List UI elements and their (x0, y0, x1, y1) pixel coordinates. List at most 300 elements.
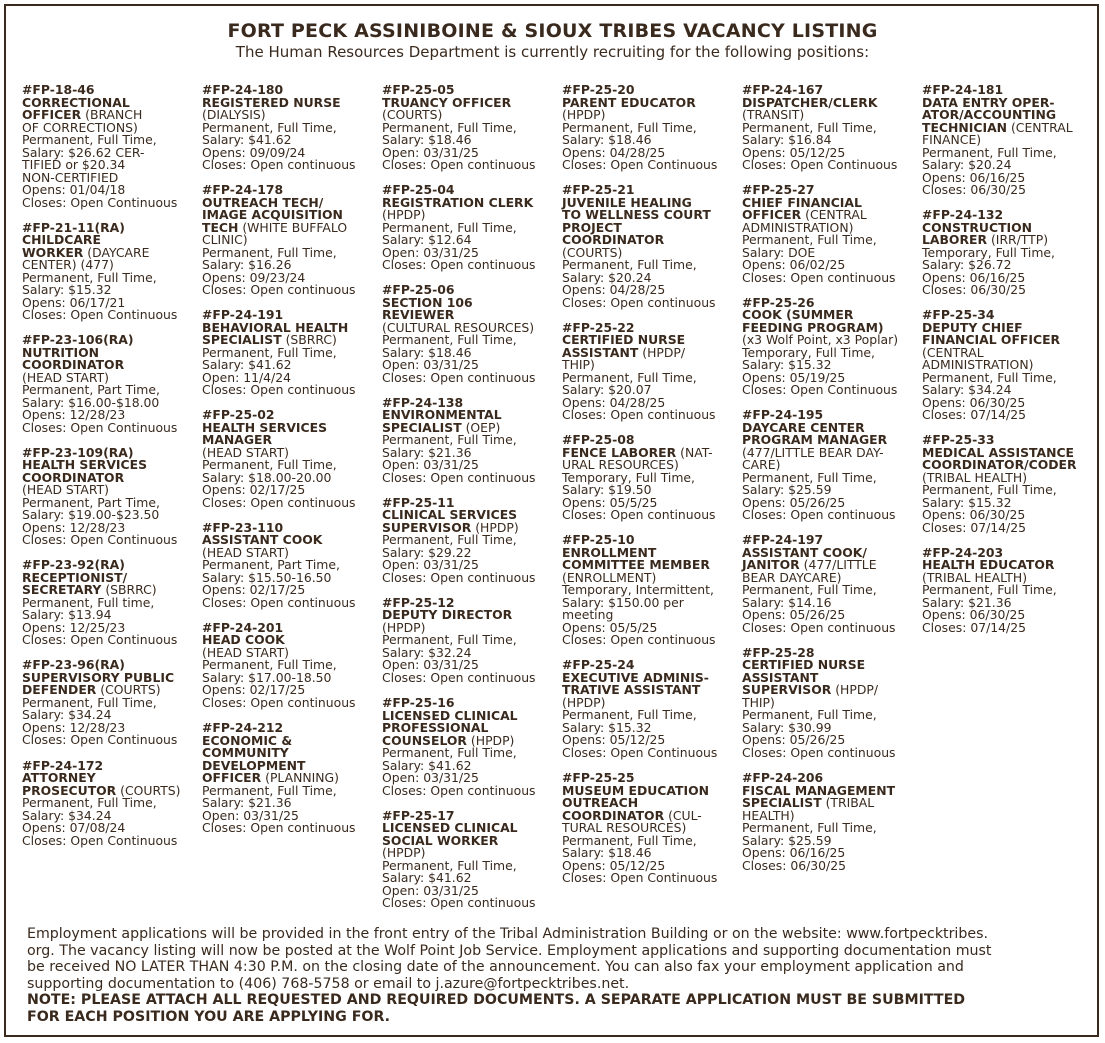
listing-line: #FP-25-04 (382, 182, 455, 198)
listing-line: Closes: Open Continuous (742, 157, 898, 172)
job-listing (922, 434, 1105, 534)
listing-line: Salary: $29.22 (382, 544, 472, 560)
listing-line: Permanent, Full Time, (22, 694, 157, 710)
listing-line: SUPERVISORY PUBLIC (22, 669, 175, 685)
listing-line: Closes: 07/14/25 (922, 519, 1026, 535)
listing-line: Permanent, Full Time, (562, 832, 697, 848)
job-listing (202, 519, 386, 610)
listing-line: #FP-24-195 (742, 407, 824, 423)
listing-line: Salary: $18.46 (562, 845, 652, 861)
position-title: LABORER (922, 232, 988, 248)
position-title: FENCE LABORER (562, 444, 677, 460)
listing-line: Permanent, Full Time, (742, 707, 877, 723)
department: (HPDP) (466, 732, 515, 748)
job-listing (382, 394, 566, 485)
listing-line: Closes: Open continuous (382, 895, 536, 911)
listing-line: BEHAVIORAL HEALTH (202, 319, 349, 335)
listing-line: Opens: 05/26/25 (742, 732, 846, 748)
listing-line: Opens: 05/12/25 (742, 144, 846, 160)
listing-line: REGISTRATION CLERK (382, 194, 534, 210)
listing-line: Opens: 12/28/23 (22, 407, 126, 423)
department: (COURTS) (96, 682, 161, 698)
listing-line: Temporary, Intermittent, (562, 582, 714, 598)
listing-line: ENVIRONMENTAL (382, 407, 502, 423)
job-listing (922, 309, 1105, 422)
listing-line: CARE) (742, 457, 781, 473)
listing-line: HEAD COOK (202, 632, 285, 648)
listing-line: #FP-23-109(RA) (22, 444, 134, 460)
department: (TRIBAL (821, 795, 875, 811)
job-listing (22, 757, 206, 848)
listing-line: Opens: 05/26/25 (742, 494, 846, 510)
listing-line: #FP-24-172 (22, 757, 104, 773)
listing-line: COORDINATOR/CODER (922, 457, 1077, 473)
listing-line: ATOR/ACCOUNTING (922, 107, 1057, 122)
listing-line: Opens: 06/16/25 (922, 169, 1026, 185)
listing-line: #FP-24-201 (202, 619, 284, 635)
department: (NAT- (676, 444, 713, 460)
listing-line: Opens: 05/5/25 (562, 494, 658, 510)
listing-line: MUSEUM EDUCATION (562, 782, 709, 798)
listing-line: Permanent, Full Time, (562, 369, 697, 385)
job-listing (562, 84, 746, 172)
listing-line: Permanent, Full Time, (202, 344, 337, 360)
job-listing (742, 294, 926, 398)
department: (CENTRAL (1007, 119, 1073, 135)
job-listing (922, 209, 1105, 297)
listing-line: Permanent, Full Time, (382, 119, 517, 135)
listing-line: Salary: $16.84 (742, 132, 832, 147)
listing-line: OUTREACH (562, 795, 639, 811)
column-2 (202, 84, 386, 847)
listing-line: TURAL RESOURCES) (562, 820, 687, 836)
listing-line: Permanent, Full Time, (382, 857, 517, 873)
listing-line: Opens: 06/16/25 (922, 269, 1026, 285)
job-listing (382, 284, 566, 384)
listing-line: Closes: Open Continuous (742, 382, 898, 398)
listing-line: #FP-24-132 (922, 207, 1004, 223)
listing-line: Salary: $41.62 (202, 132, 292, 147)
column-4 (562, 84, 746, 897)
listing-line: Opens: 06/02/25 (742, 257, 846, 273)
listing-line: Opens: 09/09/24 (202, 144, 306, 160)
listing-line: #FP-23-110 (202, 519, 284, 535)
listing-line: Open: 03/31/25 (382, 244, 479, 260)
job-listing (202, 184, 386, 297)
listing-line: Closes: Open continuous (382, 157, 536, 172)
department: (HPDP/ (831, 682, 879, 698)
listing-line: Salary: $17.00-18.50 (202, 669, 332, 685)
position-title: COORDINATOR (562, 807, 665, 823)
listing-line: #FP-25-05 (382, 82, 455, 97)
listing-line: Permanent, Full Time, (22, 795, 157, 811)
listing-line: Salary: $15.32 (562, 719, 652, 735)
listing-line: Closes: Open Continuous (22, 419, 178, 435)
listing-line: Permanent, Full Time, (382, 219, 517, 235)
position-title: TECH (202, 219, 239, 235)
listing-line: (DIALYSIS) (202, 107, 266, 122)
listing-line: Salary: $25.59 (742, 832, 832, 848)
listing-line: Opens: 02/17/25 (202, 682, 306, 698)
listing-line: Salary: $41.62 (202, 357, 292, 373)
listing-line: THIP) (742, 694, 775, 710)
listing-line: CONSTRUCTION (922, 219, 1033, 235)
listing-line: ATTORNEY (22, 770, 96, 786)
listing-line: Opens: 05/26/25 (742, 607, 846, 623)
job-listing (202, 309, 386, 397)
listing-line: COORDINATOR (562, 232, 665, 248)
instructions-line: Employment applications will be provided in the front entry of the Tribal Administration Building or on the website: www.fortpecktribes. (27, 926, 989, 942)
listing-line: Open: 11/4/24 (202, 369, 291, 385)
listing-line: #FP-25-20 (562, 82, 635, 97)
listing-line: MANAGER (202, 432, 273, 448)
department: (COURTS) (116, 782, 181, 798)
listing-line: URAL RESOURCES) (562, 457, 679, 473)
listing-line: #FP-25-17 (382, 807, 455, 823)
column-3 (382, 84, 566, 922)
listing-line: RECEPTIONIST/ (22, 569, 128, 585)
listing-line: Salary: $18.46 (382, 344, 472, 360)
listing-line: (x3 Wolf Point, x3 Poplar) (742, 332, 899, 348)
position-title: TECHNICIAN (922, 119, 1008, 135)
job-listing (922, 544, 1105, 635)
listing-line: FINANCIAL OFFICER (922, 332, 1061, 348)
listing-line: Closes: Open Continuous (562, 870, 718, 886)
job-listing (382, 697, 566, 797)
listing-line: Open: 03/31/25 (382, 882, 479, 898)
listing-line: DAYCARE CENTER (742, 419, 865, 435)
listing-line: (HPDP) (382, 845, 426, 861)
listing-line: Salary: $20.24 (922, 157, 1012, 172)
department: (CUL- (664, 807, 702, 823)
listing-line: Permanent, Full Time, (202, 457, 337, 473)
listing-line: Salary: $13.94 (22, 607, 112, 623)
listing-line: Open: 03/31/25 (382, 357, 479, 373)
listing-line: FISCAL MANAGEMENT (742, 782, 896, 798)
listing-line: FINANCE) (922, 132, 982, 147)
listing-line: SOCIAL WORKER (382, 832, 499, 848)
listing-line: Temporary, Full Time, (562, 469, 695, 485)
listing-line: Permanent, Full time, (22, 594, 155, 610)
listing-line: #FP-24-178 (202, 182, 284, 198)
listing-line: #FP-23-106(RA) (22, 332, 134, 348)
position-title: ASSISTANT (562, 344, 639, 360)
listing-line: Salary: $20.07 (562, 382, 652, 398)
job-listing (742, 644, 926, 760)
job-listing (922, 84, 1105, 197)
listing-line: (HEAD START) (202, 444, 289, 460)
listing-line: Opens: 07/08/24 (22, 820, 126, 836)
listing-line: (COURTS) (562, 244, 623, 260)
listing-line: Opens: 06/30/25 (922, 607, 1026, 623)
listing-line: Opens: 06/16/25 (742, 845, 846, 861)
listing-line: (HPDP) (562, 107, 606, 122)
listing-line: Permanent, Full Time, (562, 707, 697, 723)
job-listing (382, 494, 566, 585)
listing-line: Opens: 12/28/23 (22, 519, 126, 535)
listing-line: Closes: Open Continuous (562, 157, 718, 172)
listing-line: (ENROLLMENT) (562, 569, 657, 585)
listing-line: MEDICAL ASSISTANCE (922, 444, 1075, 460)
department: (IRR/TTP) (987, 232, 1049, 248)
instructions-line: be received NO LATER THAN 4:30 P.M. on the closing date of the announcement. You can also fax your employment application and (27, 959, 964, 976)
job-listing (382, 84, 566, 172)
listing-line: NON-CERTIFIED (22, 169, 119, 185)
listing-line: #FP-24-206 (742, 770, 824, 786)
listing-line: THIP) (562, 357, 595, 373)
position-title: WORKER (22, 244, 84, 260)
listing-line: ASSISTANT (742, 669, 819, 685)
listing-line: #FP-25-16 (382, 695, 455, 711)
job-listing (562, 319, 746, 423)
listing-line: JUVENILE HEALING (562, 194, 692, 210)
listing-line: #FP-25-25 (562, 770, 635, 786)
job-listing (742, 409, 926, 522)
listing-line: Opens: 12/28/23 (22, 719, 126, 735)
department: (PLANNING) (261, 770, 339, 786)
listing-line: Closes: Open continuous (742, 619, 896, 635)
listing-line: Permanent, Full Time, (922, 369, 1057, 385)
listing-line: HEALTH) (742, 807, 795, 823)
listing-line: Opens: 05/12/25 (562, 732, 666, 748)
department: (DAYCARE (83, 244, 150, 260)
job-listing (742, 184, 926, 284)
listing-line: #FP-25-24 (562, 657, 635, 673)
listing-line: Opens: 01/04/18 (22, 182, 126, 197)
position-title: SPECIALIST (742, 795, 822, 811)
listing-line: ADMINISTRATION) (742, 219, 854, 235)
listing-line: CERTIFIED NURSE (562, 332, 686, 348)
note-line: FOR EACH POSITION YOU ARE APPLYING FOR. (27, 1008, 391, 1025)
listing-line: #FP-24-191 (202, 307, 284, 323)
listing-line: Closes: 06/30/25 (922, 282, 1026, 298)
listing-line: Closes: Open continuous (742, 744, 896, 760)
listing-line: Closes: Open continuous (562, 407, 716, 423)
listing-line: Permanent, Full Time, (202, 244, 337, 260)
listing-line: PROFESSIONAL (382, 720, 489, 736)
listing-line: #FP-24-212 (202, 720, 284, 736)
position-title: SECRETARY (22, 582, 102, 598)
job-listing (202, 84, 386, 172)
listing-line: (HPDP) (562, 694, 606, 710)
listing-line: COORDINATOR (22, 469, 125, 485)
listing-line: CERTIFIED NURSE (742, 657, 866, 673)
listing-line: Permanent, Full Time, (562, 119, 697, 135)
listing-line: Closes: Open continuous (202, 282, 356, 298)
listing-line: Temporary, Full Time, (922, 244, 1055, 260)
listing-line: Closes: 07/14/25 (922, 407, 1026, 423)
column-6 (922, 84, 1105, 647)
listing-line: (HEAD START) (22, 482, 109, 498)
listing-line: Opens: 09/23/24 (202, 269, 306, 285)
position-title: SUPERVISOR (742, 682, 832, 698)
listing-line: Permanent, Full Time, (382, 432, 517, 448)
listing-line: Salary: $16.26 (202, 257, 292, 273)
job-listing (202, 722, 386, 835)
listing-line: Permanent, Full Time, (742, 469, 877, 485)
listing-line: Salary: $19.00-$23.50 (22, 507, 160, 523)
listing-line: Salary: $12.64 (382, 232, 472, 248)
listing-line: Salary: $20.24 (562, 269, 652, 285)
listing-line: COORDINATOR (22, 357, 125, 373)
listing-line: Opens: 02/17/25 (202, 582, 306, 598)
listing-line: #FP-23-96(RA) (22, 657, 125, 673)
listing-line: Salary: $32.24 (382, 644, 472, 660)
listing-line: (HEAD START) (202, 644, 289, 660)
department: (WHITE BUFFALO (238, 219, 348, 235)
department: (SBRRC) (101, 582, 157, 598)
listing-line: SECTION 106 (382, 294, 473, 310)
listing-line: (CENTRAL (922, 344, 984, 360)
listing-line: Closes: Open Continuous (22, 194, 178, 210)
listing-line: COMMUNITY (202, 745, 289, 761)
listing-line: Permanent, Part Time, (202, 557, 340, 573)
listing-line: Salary: $21.36 (922, 594, 1012, 610)
listing-line: Salary: $15.32 (742, 357, 832, 373)
listing-line: IMAGE ACQUISITION (202, 207, 343, 223)
listing-line: #FP-25-33 (922, 432, 995, 448)
listing-line: Closes: Open continuous (202, 820, 356, 836)
listing-line: Salary: $34.24 (22, 707, 112, 723)
listing-line: Opens: 04/28/25 (562, 144, 666, 160)
job-listing (742, 84, 926, 172)
listing-line: Closes: Open continuous (562, 507, 716, 523)
listing-line: Closes: Open Continuous (22, 832, 178, 848)
instructions-line: supporting documentation to (406) 768-5758 or email to j.azure@fortpecktribes.net. (27, 975, 630, 992)
listing-line: Salary: $41.62 (382, 870, 472, 886)
job-listing (382, 807, 566, 911)
position-title: SPECIALIST (382, 419, 462, 435)
listing-line: Salary: $150.00 per (562, 594, 684, 610)
listing-line: ASSISTANT COOK/ (742, 544, 867, 560)
job-listing (382, 594, 566, 685)
listing-line: (477/LITTLE BEAR DAY- (742, 444, 884, 460)
job-listing (22, 334, 206, 434)
listing-line: TIFIED or $20.34 (22, 157, 126, 172)
position-title: SPECIALIST (202, 332, 282, 348)
listing-line: FEEDING PROGRAM) (742, 319, 884, 335)
listing-line: Closes: Open continuous (382, 257, 536, 273)
listing-line: Closes: Open Continuous (22, 307, 178, 323)
position-title: COUNSELOR (382, 732, 467, 748)
job-listing (22, 84, 206, 209)
listing-line: #FP-25-26 (742, 294, 815, 310)
listing-line: #FP-25-11 (382, 494, 455, 510)
listing-line: Permanent, Full Time, (922, 482, 1057, 498)
listing-line: CLINICAL SERVICES (382, 507, 518, 523)
listing-line: (COURTS) (382, 107, 443, 122)
listing-line: Permanent, Full Time, (742, 820, 877, 836)
listing-line: Closes: Open continuous (382, 782, 536, 798)
listing-line: CHIEF FINANCIAL (742, 194, 862, 210)
listing-line: PROGRAM MANAGER (742, 432, 888, 448)
job-listing (22, 219, 206, 323)
listing-line: Opens: 06/30/25 (922, 507, 1026, 523)
listing-line: TRUANCY OFFICER (382, 94, 512, 110)
listing-line: Permanent, Full Time, (382, 745, 517, 761)
listing-line: DEPUTY DIRECTOR (382, 607, 513, 623)
listing-line: HEALTH EDUCATOR (922, 557, 1055, 573)
listing-line: Permanent, Full Time, (202, 119, 337, 135)
listing-line: Permanent, Part Time, (22, 382, 160, 398)
listing-line: Permanent, Full Time, (202, 657, 337, 673)
job-listing (22, 444, 206, 548)
listing-line: #FP-23-92(RA) (22, 557, 125, 573)
listing-line: (HEAD START) (22, 369, 109, 385)
department: (HPDP/ (638, 344, 686, 360)
listing-line: #FP-18-46 (22, 82, 95, 97)
listing-line: Salary: $26.72 (922, 257, 1012, 273)
listing-line: Permanent, Full Time, (742, 582, 877, 598)
instructions-line: org. The vacancy listing will now be posted at the Wolf Point Job Service. Employment applications and supporting documentation must (27, 942, 992, 959)
listing-line: Permanent, Full Time, (382, 332, 517, 348)
job-listing (562, 434, 746, 522)
listing-line: Permanent, Full Time, (742, 119, 877, 135)
listing-line: Open: 03/31/25 (382, 457, 479, 473)
listing-line: Salary: $30.99 (742, 719, 832, 735)
job-listing (562, 772, 746, 885)
listing-line: Open: 03/31/25 (202, 807, 299, 823)
listing-line: #FP-25-22 (562, 319, 635, 335)
listing-line: Closes: Open continuous (202, 594, 356, 610)
listing-line: Permanent, Full Time, (922, 582, 1057, 598)
listing-line: Temporary, Full Time, (742, 344, 875, 360)
job-listing (742, 534, 926, 634)
listing-line: #FP-25-10 (562, 532, 635, 548)
position-title: OFFICER (202, 770, 262, 786)
department: (BRANCH (81, 107, 143, 122)
listing-line: Salary: $15.50-16.50 (202, 569, 332, 585)
listing-line: #FP-25-06 (382, 282, 455, 298)
job-listing (562, 659, 746, 759)
listing-line: (TRANSIT) (742, 107, 805, 122)
listing-line: Salary: $19.50 (562, 482, 652, 498)
listing-line: Open: 03/31/25 (382, 557, 479, 573)
listing-line: Open: 03/31/25 (382, 770, 479, 786)
job-listing (562, 184, 746, 309)
department: (CENTRAL (801, 207, 867, 223)
listing-line: Salary: $34.24 (22, 807, 112, 823)
job-listing (202, 409, 386, 509)
listing-line: DEPUTY CHIEF (922, 319, 1023, 335)
listing-line: Salary: DOE (742, 244, 816, 260)
listing-line: (HEAD START) (202, 544, 289, 560)
listing-line: Permanent, Full Time, (22, 269, 157, 285)
listing-line: Opens: 12/25/23 (22, 619, 126, 635)
listing-line: Closes: 06/30/25 (922, 182, 1026, 197)
listing-line: Salary: $18.46 (382, 132, 472, 147)
department: (OEP) (461, 419, 501, 435)
listing-line: PARENT EDUCATOR (562, 94, 696, 110)
listing-line: REVIEWER (382, 307, 455, 323)
listing-line: ECONOMIC & (202, 732, 293, 748)
listing-line: #FP-21-11(RA) (22, 219, 125, 235)
listing-line: CLINIC) (202, 232, 248, 248)
listing-line: #FP-25-27 (742, 182, 815, 198)
listing-line: Permanent, Full Time, (562, 257, 697, 273)
listing-line: Closes: Open Continuous (22, 732, 178, 748)
listing-line: Closes: Open continuous (202, 382, 356, 398)
listing-line: #FP-25-12 (382, 594, 455, 610)
application-instructions (27, 926, 1087, 1026)
listing-line: Open: 03/31/25 (382, 657, 479, 673)
note (27, 992, 1087, 1025)
listing-line: #FP-24-181 (922, 82, 1004, 97)
listing-line: Salary: $16.00-$18.00 (22, 394, 160, 410)
listing-line: OUTREACH TECH/ (202, 194, 324, 210)
listing-line: PROJECT (562, 219, 622, 235)
listing-line: Opens: 04/28/25 (562, 394, 666, 410)
